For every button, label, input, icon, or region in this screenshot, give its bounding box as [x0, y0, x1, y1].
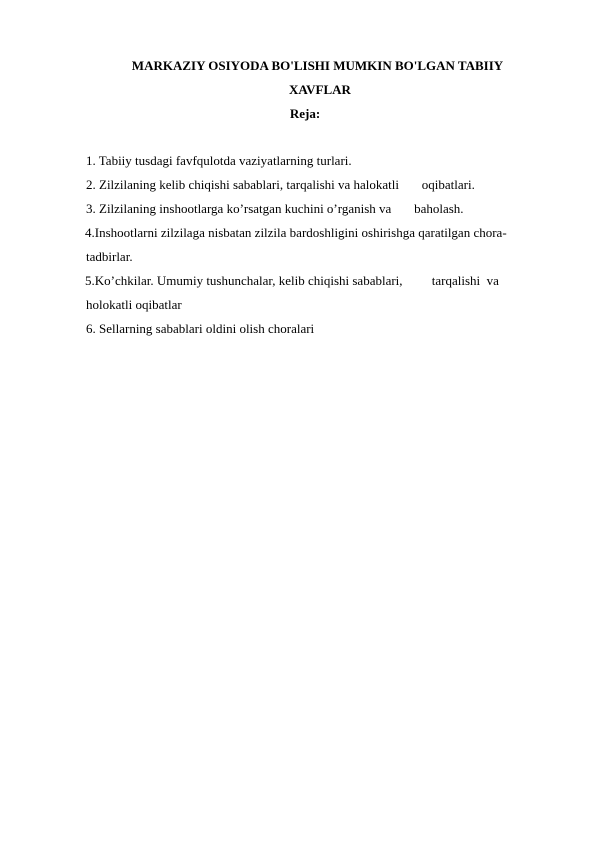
plan-heading: Reja: — [289, 106, 321, 121]
plan-item-2: 2. Zilzilaning kelib chiqishi sabablari, tarqalishi va halokatli oqibatlari. — [86, 177, 475, 192]
plan-item-1: 1. Tabiiy tusdagi favfqulotda vaziyatlarning turlari. — [86, 153, 352, 168]
document-title-line-2: XAVFLAR — [289, 82, 351, 97]
plan-item-5-continued: holokatli oqibatlar — [86, 297, 182, 312]
document-title-line-1: MARKAZIY OSIYODA BO'LISHI MUMKIN BO'LGAN TABIIY — [131, 58, 504, 73]
plan-item-4: 4.Inshootlarni zilzilaga nisbatan zilzila bardoshligini oshirishga qaratilgan chora- — [85, 225, 507, 240]
plan-item-3: 3. Zilzilaning inshootlarga ko’rsatgan kuchini o’rganish va baholash. — [86, 201, 464, 216]
plan-item-6: 6. Sellarning sabablari oldini olish choralari — [86, 321, 315, 336]
plan-item-4-continued: tadbirlar. — [86, 249, 133, 264]
plan-item-5: 5.Ko’chkilar. Umumiy tushunchalar, kelib chiqishi sabablari, tarqalishi va — [85, 273, 499, 288]
